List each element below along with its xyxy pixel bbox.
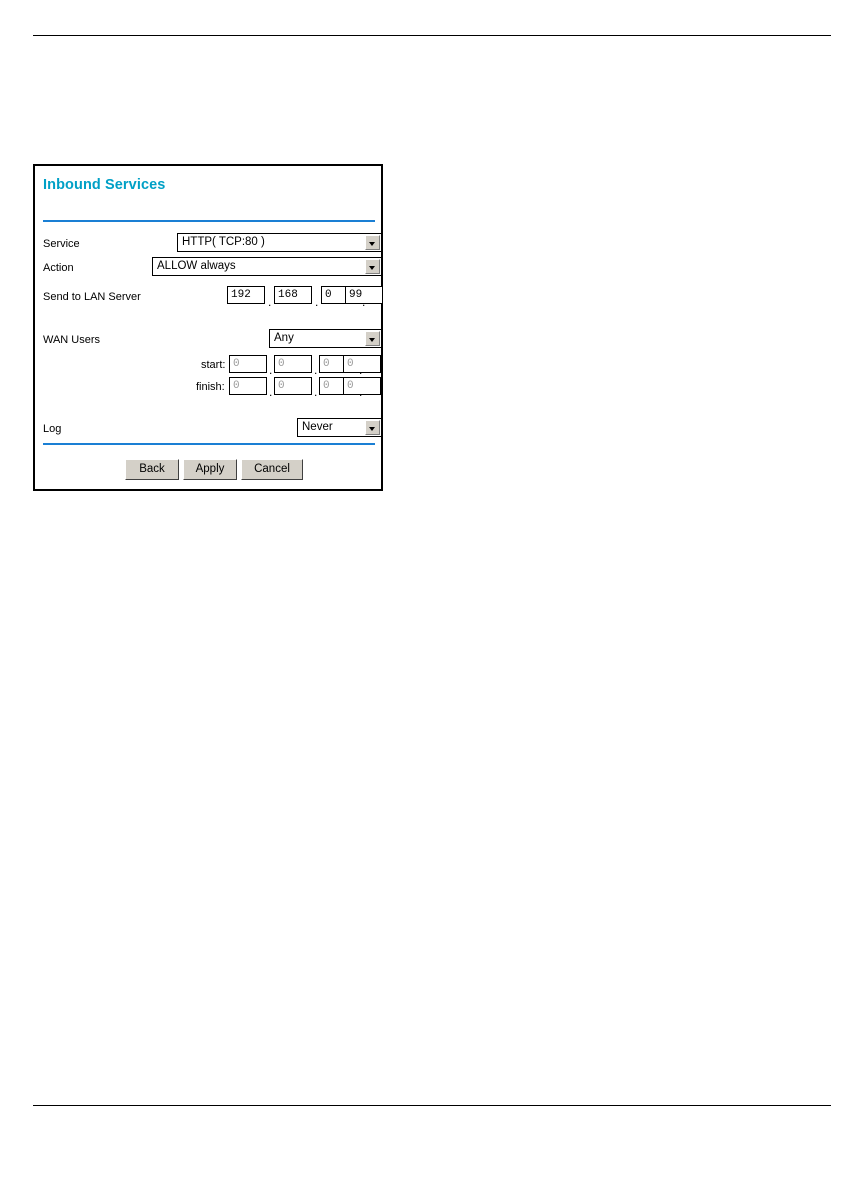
apply-button-label: Apply xyxy=(195,463,225,475)
lan-server-octet-4[interactable]: 99 xyxy=(345,286,383,304)
chevron-down-icon[interactable] xyxy=(365,235,380,250)
start-dot-2: . xyxy=(314,363,318,377)
page-rule-bottom xyxy=(33,1105,831,1106)
action-select[interactable] xyxy=(152,257,382,276)
action-select-value: ALLOW always xyxy=(157,260,236,272)
cancel-button[interactable] xyxy=(241,459,303,480)
start-octet-1[interactable]: 0 xyxy=(229,355,267,373)
back-button-label: Back xyxy=(139,463,165,475)
start-octet-2[interactable]: 0 xyxy=(274,355,312,373)
page-title: Inbound Services xyxy=(43,177,166,193)
lan-server-octet-3[interactable]: 0 xyxy=(321,286,359,304)
apply-button[interactable] xyxy=(183,459,237,480)
service-select[interactable] xyxy=(177,233,382,252)
wan-users-label: WAN Users xyxy=(43,334,101,346)
service-label: Service xyxy=(43,238,80,250)
finish-octet-4[interactable]: 0 xyxy=(343,377,381,395)
log-label: Log xyxy=(43,423,62,435)
log-select[interactable] xyxy=(297,418,382,437)
finish-octet-1[interactable]: 0 xyxy=(229,377,267,395)
finish-dot-1: . xyxy=(269,385,273,399)
wan-users-select[interactable] xyxy=(269,329,382,348)
back-button[interactable] xyxy=(125,459,179,480)
inbound-services-form xyxy=(35,166,381,489)
wan-users-select-value: Any xyxy=(274,332,294,344)
chevron-down-icon[interactable] xyxy=(365,259,380,274)
lan-server-octet-1[interactable]: 192 xyxy=(227,286,265,304)
finish-octet-3[interactable]: 0 xyxy=(319,377,357,395)
start-octet-3[interactable]: 0 xyxy=(319,355,357,373)
inbound-services-panel xyxy=(33,164,383,491)
divider-bottom xyxy=(43,443,375,445)
action-label: Action xyxy=(43,262,74,274)
chevron-down-icon[interactable] xyxy=(365,331,380,346)
log-select-value: Never xyxy=(302,421,333,433)
finish-dot-2: . xyxy=(314,385,318,399)
start-octet-4[interactable]: 0 xyxy=(343,355,381,373)
lan-server-label: Send to LAN Server xyxy=(43,291,141,303)
lan-server-octet-2[interactable]: 168 xyxy=(274,286,312,304)
lan-server-dot-1: . xyxy=(268,295,272,309)
finish-octet-2[interactable]: 0 xyxy=(274,377,312,395)
page-rule-top xyxy=(33,35,831,36)
cancel-button-label: Cancel xyxy=(254,463,290,475)
finish-range-label: finish: xyxy=(196,381,225,393)
chevron-down-icon[interactable] xyxy=(365,420,380,435)
lan-server-dot-2: . xyxy=(315,295,319,309)
service-select-value: HTTP( TCP:80 ) xyxy=(182,236,265,248)
start-dot-1: . xyxy=(269,363,273,377)
start-range-label: start: xyxy=(201,359,226,371)
